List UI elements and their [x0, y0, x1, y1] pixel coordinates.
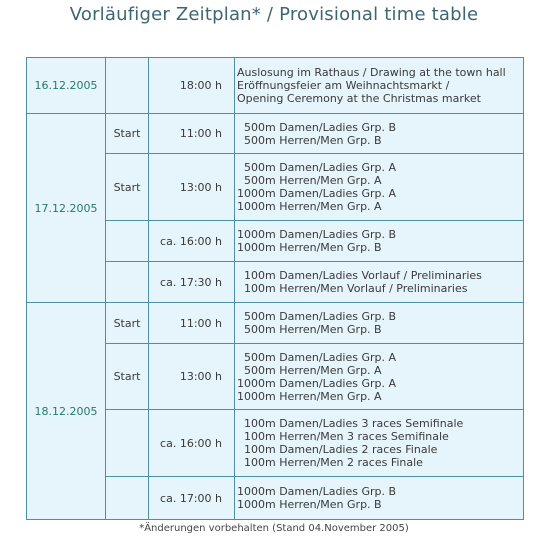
- start-cell: Start: [106, 154, 149, 221]
- event-line: 500m Damen/Ladies Grp. B: [237, 120, 397, 134]
- event-line: 100m Herren/Men 2 races Finale: [237, 456, 423, 469]
- events-cell: [235, 114, 524, 154]
- event-line: Auslosung im Rathaus / Drawing at the town hall: [237, 66, 506, 79]
- event-line: Opening Ceremony at the Christmas market: [237, 92, 481, 105]
- event-line: 1000m Damen/Ladies Grp. B: [237, 485, 397, 498]
- date-cell: 18.12.2005: [27, 303, 106, 520]
- event-line: 500m Herren/Men Grp. A: [237, 363, 382, 377]
- start-cell: [106, 477, 149, 520]
- schedule-row: [27, 58, 524, 114]
- event-line: 1000m Damen/Ladies Grp. B: [237, 228, 397, 241]
- event-line: Eröffnungsfeier am Weihnachtsmarkt /: [237, 79, 450, 92]
- event-line: 1000m Damen/Ladies Grp. A: [237, 187, 397, 200]
- event-line: 1000m Damen/Ladies Grp. A: [237, 376, 397, 390]
- start-cell: Start: [106, 344, 149, 410]
- events-cell: [235, 154, 524, 221]
- start-cell: [106, 221, 149, 262]
- event-line: 100m Damen/Ladies Vorlauf / Preliminaries: [237, 269, 482, 282]
- time-cell: ca. 16:00 h: [149, 410, 235, 477]
- time-cell: 13:00 h: [149, 344, 235, 410]
- date-cell: 17.12.2005: [27, 114, 106, 303]
- time-cell: 13:00 h: [149, 154, 235, 221]
- events-cell: [235, 410, 524, 477]
- event-line: 500m Herren/Men Grp. B: [237, 323, 382, 336]
- event-line: 500m Herren/Men Grp. A: [237, 174, 382, 187]
- event-line: 100m Damen/Ladies 3 races Semifinale: [237, 417, 464, 430]
- schedule-row: [27, 303, 524, 344]
- page-title: Vorläufiger Zeitplan* / Provisional time table: [69, 4, 479, 25]
- event-line: 1000m Herren/Men Grp. A: [237, 200, 382, 213]
- start-cell: [106, 410, 149, 477]
- event-line: 100m Herren/Men 3 races Semifinale: [237, 430, 449, 443]
- event-line: 500m Herren/Men Grp. B: [237, 133, 382, 147]
- time-cell: ca. 17:00 h: [149, 477, 235, 520]
- event-line: 1000m Herren/Men Grp. B: [237, 241, 382, 254]
- events-cell: [235, 344, 524, 410]
- event-line: 500m Damen/Ladies Grp. A: [237, 161, 397, 174]
- time-cell: ca. 16:00 h: [149, 221, 235, 262]
- events-cell: [235, 221, 524, 262]
- schedule-table: [26, 57, 524, 520]
- date-cell: 16.12.2005: [27, 58, 106, 114]
- event-line: 100m Damen/Ladies 2 races Finale: [237, 443, 438, 456]
- events-cell: [235, 58, 524, 114]
- start-cell: Start: [106, 303, 149, 344]
- time-cell: 11:00 h: [149, 303, 235, 344]
- start-cell: [106, 262, 149, 303]
- event-line: 1000m Herren/Men Grp. B: [237, 498, 382, 511]
- start-cell: [106, 58, 149, 114]
- time-cell: ca. 17:30 h: [149, 262, 235, 303]
- event-line: 100m Herren/Men Vorlauf / Preliminaries: [237, 282, 468, 295]
- events-cell: [235, 303, 524, 344]
- events-cell: [235, 262, 524, 303]
- events-cell: [235, 477, 524, 520]
- footnote: *Änderungen vorbehalten (Stand 04.November 2005): [139, 523, 409, 534]
- time-cell: 18:00 h: [149, 58, 235, 114]
- event-line: 1000m Herren/Men Grp. A: [237, 389, 382, 403]
- event-line: 500m Damen/Ladies Grp. A: [237, 350, 397, 364]
- schedule-row: [27, 114, 524, 154]
- start-cell: Start: [106, 114, 149, 154]
- event-line: 500m Damen/Ladies Grp. B: [237, 310, 397, 323]
- time-cell: 11:00 h: [149, 114, 235, 154]
